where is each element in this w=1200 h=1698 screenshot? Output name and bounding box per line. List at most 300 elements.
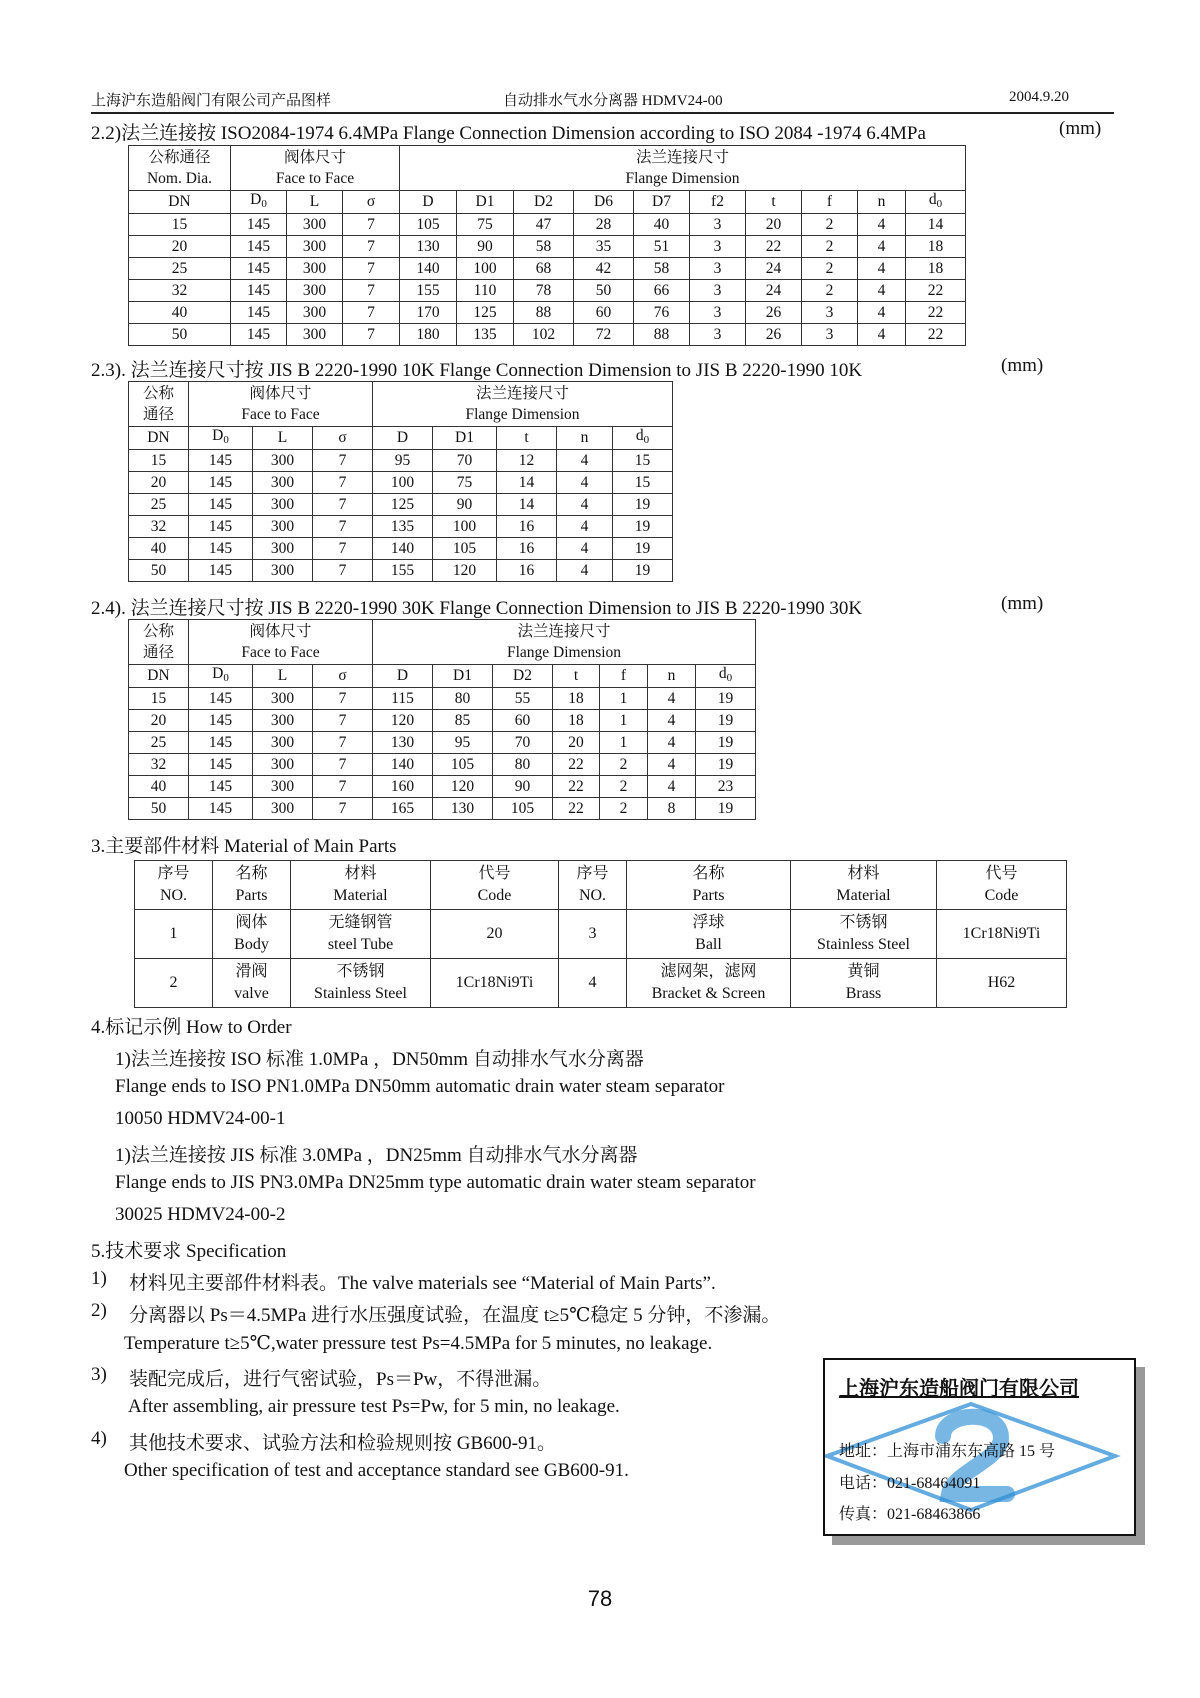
table-cell: 300 [287, 258, 343, 280]
order-example-line: 1)法兰连接按 ISO 标准 1.0MPa ，DN50mm 自动排水气水分离器 [115, 1049, 644, 1070]
header-company: 上海沪东造船阀门有限公司产品图样 [91, 93, 332, 109]
column-header: $D_0$ [189, 665, 253, 688]
table-cell: 42 [574, 258, 634, 280]
table-cell: 75 [457, 214, 514, 236]
table-cell: 18 [553, 688, 600, 710]
table-cell: 105 [400, 214, 457, 236]
table-cell: 105 [493, 798, 553, 820]
table-cell: 7 [313, 560, 373, 582]
table-cell: 140 [373, 538, 433, 560]
table-cell: 19 [696, 732, 756, 754]
table-cell: 15 [613, 450, 673, 472]
table-cell: 3 [690, 236, 746, 258]
table-cell: 125 [373, 494, 433, 516]
spec-item-3: 3) 装配完成后，进行气密试验，Ps＝Pw，不得泄漏。 [91, 1364, 552, 1390]
table-cell: 8 [648, 798, 696, 820]
table-cell: 90 [493, 776, 553, 798]
table-cell: 300 [253, 494, 313, 516]
stamp-company-name: 上海沪东造船阀门有限公司 [839, 1378, 1079, 1400]
table-cell: 7 [313, 494, 373, 516]
table-cell: 160 [373, 776, 433, 798]
table-cell: 2 [802, 236, 858, 258]
table-cell: 50 [129, 324, 231, 346]
table-cell: 300 [253, 450, 313, 472]
order-example-line: Flange ends to ISO PN1.0MPa DN50mm automatic drain water steam separator [115, 1076, 725, 1097]
table-row [129, 494, 673, 516]
table-cell: 300 [253, 798, 313, 820]
table-cell: 40 [129, 538, 189, 560]
table-cell: 50 [129, 798, 189, 820]
table-cell: 145 [189, 754, 253, 776]
table-cell: 76 [634, 302, 690, 324]
face-to-face-header: 阀体尺寸 Face to Face [231, 146, 400, 191]
table-cell: 25 [129, 494, 189, 516]
table-cell: 170 [400, 302, 457, 324]
table-row [129, 798, 756, 820]
table-cell: 4 [557, 538, 613, 560]
table-cell: 180 [400, 324, 457, 346]
nom-dia-header: 公称通径 Nom. Dia. [129, 146, 231, 191]
jis-10k-flange-table [128, 381, 673, 582]
table-cell: 7 [343, 302, 400, 324]
table-cell: 300 [253, 776, 313, 798]
column-header: f [600, 665, 648, 688]
table-cell: 3 [802, 324, 858, 346]
part-material: 不锈钢 Stainless Steel [291, 959, 431, 1008]
table-cell: 22 [553, 798, 600, 820]
flange-dimension-header: 法兰连接尺寸 Flange Dimension [400, 146, 966, 191]
table-cell: 7 [343, 324, 400, 346]
table-cell: 130 [400, 236, 457, 258]
table-cell: 145 [189, 776, 253, 798]
table-cell: 3 [690, 214, 746, 236]
table-cell: 165 [373, 798, 433, 820]
table-cell: 88 [634, 324, 690, 346]
table-cell: 22 [553, 776, 600, 798]
part-code: 1Cr18Ni9Ti [937, 910, 1067, 959]
company-stamp [823, 1358, 1136, 1536]
table-cell: 145 [189, 450, 253, 472]
table-cell: 4 [648, 688, 696, 710]
table-cell: 20 [746, 214, 802, 236]
table-cell: 22 [746, 236, 802, 258]
table-cell: 145 [189, 560, 253, 582]
section-2-3-unit: (mm) [1001, 355, 1044, 376]
table-cell: 4 [858, 324, 906, 346]
table-cell: 60 [574, 302, 634, 324]
materials-table [134, 860, 1067, 1008]
table-row [129, 776, 756, 798]
table-cell: 14 [906, 214, 966, 236]
table-cell: 19 [613, 516, 673, 538]
table-cell: 4 [858, 236, 906, 258]
table-cell: 32 [129, 280, 231, 302]
column-header: $d_0$ [696, 665, 756, 688]
table-cell: 120 [373, 710, 433, 732]
nom-dia-header: 公称 通径 [129, 382, 189, 427]
table-row [129, 280, 966, 302]
table-cell: 300 [253, 710, 313, 732]
table-cell: 18 [906, 258, 966, 280]
table-cell: 4 [648, 754, 696, 776]
spec-item-4-en: Other specification of test and acceptance standard see GB600-91. [124, 1460, 629, 1481]
column-header: t [553, 665, 600, 688]
flange-dimension-header: 法兰连接尺寸 Flange Dimension [373, 382, 673, 427]
table-cell: 300 [253, 754, 313, 776]
table-cell: 51 [634, 236, 690, 258]
table-cell: 2 [802, 214, 858, 236]
table-cell: 85 [433, 710, 493, 732]
part-code: 1Cr18Ni9Ti [431, 959, 559, 1008]
table-cell: 1 [600, 732, 648, 754]
column-header: $d_0$ [613, 427, 673, 450]
table-cell: 3 [690, 280, 746, 302]
header-no: 序号 NO. [135, 861, 213, 910]
table-cell: 7 [313, 754, 373, 776]
table-cell: 145 [189, 732, 253, 754]
part-no: 4 [559, 959, 627, 1008]
table-cell: 2 [600, 754, 648, 776]
table-cell: 2 [600, 798, 648, 820]
iso-flange-table [128, 145, 966, 346]
table-cell: 7 [313, 798, 373, 820]
part-no: 3 [559, 910, 627, 959]
table-cell: 135 [373, 516, 433, 538]
column-header: n [557, 427, 613, 450]
stamp-fax: 传真：021-68463866 [839, 1506, 981, 1523]
table-cell: 115 [373, 688, 433, 710]
section-2-2-title: 2.2)法兰连接按 ISO2084-1974 6.4MPa Flange Connection Dimension according to ISO 2084 -1974 6.4MPa (mm) [91, 118, 1102, 144]
table-cell: 90 [433, 494, 497, 516]
column-header: D [400, 191, 457, 214]
table-cell: 14 [497, 494, 557, 516]
column-header: f [802, 191, 858, 214]
table-row [135, 959, 1067, 1008]
header-date: 2004.9.20 [1009, 89, 1069, 105]
column-header: f2 [690, 191, 746, 214]
header-material: 材料 Material [791, 861, 937, 910]
column-header: L [253, 665, 313, 688]
table-cell: 23 [696, 776, 756, 798]
column-header: t [497, 427, 557, 450]
table-cell: 300 [287, 302, 343, 324]
spec-item-2: 2) 分离器以 Ps＝4.5MPa 进行水压强度试验，在温度 t≥5℃稳定 5 分钟，不渗漏。 [91, 1300, 781, 1326]
table-cell: 22 [906, 280, 966, 302]
table-cell: 16 [497, 538, 557, 560]
table-cell: 125 [457, 302, 514, 324]
table-cell: 3 [690, 258, 746, 280]
table-cell: 40 [634, 214, 690, 236]
table-cell: 4 [648, 732, 696, 754]
column-header: D6 [574, 191, 634, 214]
table-cell: 20 [129, 472, 189, 494]
table-cell: 140 [400, 258, 457, 280]
table-cell: 19 [613, 560, 673, 582]
table-cell: 110 [457, 280, 514, 302]
order-example-line: Flange ends to JIS PN3.0MPa DN25mm type automatic drain water steam separator [115, 1172, 756, 1193]
table-row [129, 710, 756, 732]
table-cell: 24 [746, 258, 802, 280]
column-header-row [129, 427, 673, 450]
table-cell: 7 [343, 236, 400, 258]
header-code: 代号 Code [431, 861, 559, 910]
table-cell: 26 [746, 324, 802, 346]
table-cell: 19 [613, 538, 673, 560]
column-header: D1 [433, 665, 493, 688]
table-row [135, 910, 1067, 959]
table-cell: 145 [189, 494, 253, 516]
table-cell: 145 [189, 688, 253, 710]
spec-item-3-en: After assembling, air pressure test Ps=Pw, for 5 min, no leakage. [128, 1396, 620, 1417]
section-2-2-unit: (mm) [1059, 118, 1102, 139]
table-cell: 2 [802, 280, 858, 302]
table-cell: 28 [574, 214, 634, 236]
column-header: σ [313, 427, 373, 450]
table-cell: 4 [858, 302, 906, 324]
table-cell: 15 [613, 472, 673, 494]
table-cell: 102 [514, 324, 574, 346]
stamp-address: 地址：上海市浦东东高路 15 号 [839, 1443, 1056, 1460]
table-row [129, 688, 756, 710]
table-cell: 4 [858, 280, 906, 302]
table-cell: 2 [802, 258, 858, 280]
table-row [129, 516, 673, 538]
table-cell: 100 [433, 516, 497, 538]
table-cell: 1 [600, 688, 648, 710]
table-cell: 300 [287, 280, 343, 302]
table-cell: 7 [313, 538, 373, 560]
part-code: H62 [937, 959, 1067, 1008]
table-cell: 20 [129, 236, 231, 258]
table-cell: 60 [493, 710, 553, 732]
order-example-line: 30025 HDMV24-00-2 [115, 1204, 286, 1225]
table-row [129, 560, 673, 582]
table-cell: 105 [433, 754, 493, 776]
table-cell: 120 [433, 776, 493, 798]
table-cell: 145 [189, 472, 253, 494]
table-cell: 12 [497, 450, 557, 472]
table-cell: 40 [129, 776, 189, 798]
table-cell: 7 [343, 214, 400, 236]
table-row [129, 472, 673, 494]
table-cell: 22 [906, 302, 966, 324]
table-cell: 1 [600, 710, 648, 732]
part-material: 不锈钢 Stainless Steel [791, 910, 937, 959]
column-header-row [129, 191, 966, 214]
table-cell: 130 [433, 798, 493, 820]
table-cell: 300 [287, 214, 343, 236]
section-2-4-title: 2.4). 法兰连接尺寸按 JIS B 2220-1990 30K Flange Connection Dimension to JIS B 2220-1990 30K (mm) [91, 593, 1044, 619]
table-cell: 40 [129, 302, 231, 324]
table-cell: 20 [553, 732, 600, 754]
table-cell: 78 [514, 280, 574, 302]
table-cell: 32 [129, 754, 189, 776]
table-cell: 70 [433, 450, 497, 472]
table-cell: 22 [906, 324, 966, 346]
table-cell: 7 [343, 280, 400, 302]
table-cell: 145 [189, 538, 253, 560]
column-header: n [858, 191, 906, 214]
table-cell: 7 [343, 258, 400, 280]
table-cell: 4 [858, 258, 906, 280]
table-cell: 300 [253, 560, 313, 582]
column-header: DN [129, 665, 189, 688]
table-cell: 22 [553, 754, 600, 776]
table-cell: 24 [746, 280, 802, 302]
jis-30k-flange-table [128, 619, 756, 820]
column-header: n [648, 665, 696, 688]
part-no: 1 [135, 910, 213, 959]
table-cell: 105 [433, 538, 497, 560]
table-cell: 14 [497, 472, 557, 494]
table-cell: 4 [557, 494, 613, 516]
table-cell: 58 [514, 236, 574, 258]
table-row [129, 754, 756, 776]
table-cell: 80 [433, 688, 493, 710]
column-header: $d_0$ [906, 191, 966, 214]
table-cell: 70 [493, 732, 553, 754]
table-cell: 95 [373, 450, 433, 472]
nom-dia-header: 公称 通径 [129, 620, 189, 665]
table-cell: 15 [129, 450, 189, 472]
table-cell: 75 [433, 472, 497, 494]
table-cell: 300 [287, 324, 343, 346]
table-cell: 25 [129, 732, 189, 754]
section-2-4-unit: (mm) [1001, 593, 1044, 614]
part-no: 2 [135, 959, 213, 1008]
table-cell: 4 [648, 776, 696, 798]
table-row [129, 732, 756, 754]
section-2-3-title: 2.3). 法兰连接尺寸按 JIS B 2220-1990 10K Flange Connection Dimension to JIS B 2220-1990 10K (mm) [91, 355, 1044, 381]
column-header: DN [129, 427, 189, 450]
table-cell: 15 [129, 214, 231, 236]
part-name: 滤网架，滤网 Bracket & Screen [627, 959, 791, 1008]
face-to-face-header: 阀体尺寸 Face to Face [189, 620, 373, 665]
column-header: DN [129, 191, 231, 214]
table-cell: 68 [514, 258, 574, 280]
table-cell: 58 [634, 258, 690, 280]
table-cell: 19 [696, 688, 756, 710]
table-cell: 145 [189, 516, 253, 538]
header-parts: 名称 Parts [213, 861, 291, 910]
materials-header-row [135, 861, 1067, 910]
table-cell: 3 [690, 324, 746, 346]
header-code: 代号 Code [937, 861, 1067, 910]
table-row [129, 450, 673, 472]
table-cell: 120 [433, 560, 497, 582]
table-cell: 3 [690, 302, 746, 324]
table-cell: 80 [493, 754, 553, 776]
face-to-face-header: 阀体尺寸 Face to Face [189, 382, 373, 427]
table-cell: 16 [497, 516, 557, 538]
table-cell: 300 [253, 732, 313, 754]
table-cell: 4 [557, 472, 613, 494]
column-header: D [373, 427, 433, 450]
table-cell: 3 [802, 302, 858, 324]
table-cell: 300 [287, 236, 343, 258]
table-cell: 145 [231, 280, 287, 302]
spec-item-2-en: Temperature t≥5℃,water pressure test Ps=4.5MPa for 5 minutes, no leakage. [124, 1333, 713, 1354]
order-example-line: 1)法兰连接按 JIS 标准 3.0MPa ，DN25mm 自动排水气水分离器 [115, 1145, 638, 1166]
table-row [129, 214, 966, 236]
table-cell: 7 [313, 776, 373, 798]
table-cell: 18 [553, 710, 600, 732]
table-cell: 95 [433, 732, 493, 754]
table-cell: 135 [457, 324, 514, 346]
header-title: 自动排水气水分离器 HDMV24-00 [503, 93, 723, 109]
table-cell: 16 [497, 560, 557, 582]
table-cell: 7 [313, 516, 373, 538]
table-cell: 50 [129, 560, 189, 582]
table-cell: 55 [493, 688, 553, 710]
table-cell: 7 [313, 688, 373, 710]
table-cell: 140 [373, 754, 433, 776]
table-cell: 145 [189, 710, 253, 732]
column-header: σ [343, 191, 400, 214]
table-cell: 19 [696, 710, 756, 732]
table-cell: 19 [696, 754, 756, 776]
table-cell: 145 [231, 214, 287, 236]
table-row [129, 236, 966, 258]
table-cell: 145 [231, 236, 287, 258]
part-code: 20 [431, 910, 559, 959]
table-cell: 7 [313, 472, 373, 494]
table-cell: 300 [253, 688, 313, 710]
table-cell: 300 [253, 538, 313, 560]
part-material: 黄铜 Brass [791, 959, 937, 1008]
table-cell: 90 [457, 236, 514, 258]
table-cell: 32 [129, 516, 189, 538]
table-cell: 88 [514, 302, 574, 324]
flange-dimension-header: 法兰连接尺寸 Flange Dimension [373, 620, 756, 665]
column-header: σ [313, 665, 373, 688]
column-header: D1 [433, 427, 497, 450]
table-cell: 20 [129, 710, 189, 732]
section-3-title: 3.主要部件材料 Material of Main Parts [91, 836, 397, 857]
column-header: $D_0$ [231, 191, 287, 214]
table-cell: 35 [574, 236, 634, 258]
table-cell: 100 [457, 258, 514, 280]
table-cell: 19 [613, 494, 673, 516]
section-4-title: 4.标记示例 How to Order [91, 1017, 292, 1038]
column-header: D7 [634, 191, 690, 214]
table-row [129, 538, 673, 560]
table-cell: 72 [574, 324, 634, 346]
stamp-phone: 电话：021-68464091 [839, 1475, 981, 1492]
spec-item-4: 4) 其他技术要求、试验方法和检验规则按 GB600-91。 [91, 1428, 556, 1454]
table-cell: 145 [189, 798, 253, 820]
table-cell: 7 [313, 732, 373, 754]
table-cell: 47 [514, 214, 574, 236]
column-header: D2 [493, 665, 553, 688]
table-cell: 130 [373, 732, 433, 754]
page-header [91, 88, 1114, 114]
table-cell: 4 [557, 516, 613, 538]
table-cell: 19 [696, 798, 756, 820]
column-header: L [253, 427, 313, 450]
table-cell: 300 [253, 516, 313, 538]
table-cell: 15 [129, 688, 189, 710]
header-no: 序号 NO. [559, 861, 627, 910]
table-cell: 66 [634, 280, 690, 302]
table-cell: 155 [400, 280, 457, 302]
column-header: $D_0$ [189, 427, 253, 450]
column-header: D [373, 665, 433, 688]
table-cell: 50 [574, 280, 634, 302]
header-material: 材料 Material [291, 861, 431, 910]
column-header: L [287, 191, 343, 214]
spec-item-1: 1) 材料见主要部件材料表。The valve materials see “Material of Main Parts”. [91, 1268, 716, 1294]
